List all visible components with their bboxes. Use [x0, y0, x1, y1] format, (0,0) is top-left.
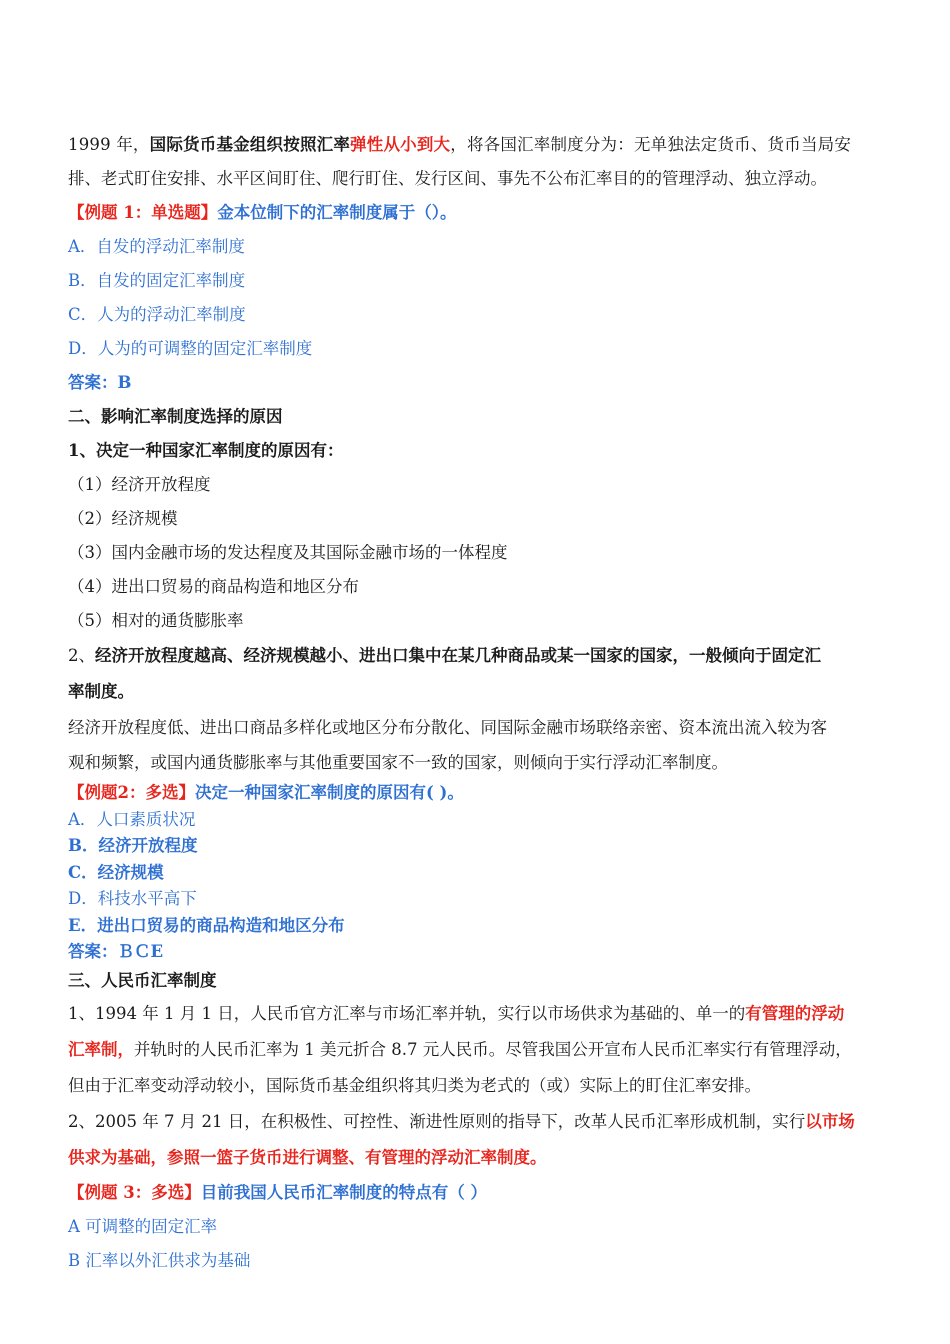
example-2-tag: 【例题2：多选】	[68, 783, 195, 802]
section-2-sub-2-text: 经济开放程度越高、经济规模越小、进出口集中在某几种商品或某一国家的国家，一般倾向于固定汇	[95, 646, 821, 665]
example-1-option-c: C．人为的浮动汇率制度	[68, 305, 246, 324]
example-3-tag: 【例题 3：多选】	[68, 1182, 201, 1202]
section-2-sub-2-line-1	[68, 638, 888, 674]
section-3-p1-text: 1、1994 年 1 月 1 日，人民币官方汇率与市场汇率并轨，实行以市场供求为基础的、单一的	[68, 1003, 746, 1023]
section-3-p1	[68, 996, 888, 1032]
example-2-question	[68, 780, 888, 807]
example-1-option-a: A．自发的浮动汇率制度	[68, 237, 245, 256]
section-3-p2-text: 并轨时的人民币汇率为 1 美元折合 8.7 元人民币。尽管我国公开宣布人民币汇率实行有管理浮动，	[134, 1039, 852, 1059]
section-2-sub-2-num: 2、	[68, 646, 95, 665]
example-1-option-b: B．自发的固定汇率制度	[68, 271, 246, 290]
intro-highlight: 弹性从小到大	[350, 135, 451, 154]
section-3-p2-highlight: 汇率制，	[68, 1039, 134, 1059]
section-2-sub-2-line-2: 率制度。	[68, 682, 134, 701]
example-3-question	[68, 1176, 888, 1210]
example-2-text: 决定一种国家汇率制度的原因有( )。	[194, 783, 464, 802]
intro-rest: ，将各国汇率制度分为：无单独法定货币、货币当局安	[450, 135, 852, 154]
example-1-option-d: D．人为的可调整的固定汇率制度	[68, 339, 313, 358]
example-2-answer: 答案：ＢＣE	[68, 942, 164, 961]
example-2-option-b: B．经济开放程度	[68, 836, 198, 855]
example-2-option-c: C．经济规模	[68, 862, 164, 882]
section-2-sub-1: 1、决定一种国家汇率制度的原因有：	[68, 441, 344, 460]
example-2-option-e: E．进出口贸易的商品构造和地区分布	[68, 915, 345, 935]
section-2-title: 二、影响汇率制度选择的原因	[68, 407, 283, 426]
section-2-para-line-1: 经济开放程度低、进出口商品多样化或地区分布分散化、同国际金融市场联络亲密、资本流出流入较为客	[68, 718, 827, 737]
example-1-answer: 答案：B	[68, 373, 132, 392]
intro-line-1	[68, 128, 888, 162]
section-3-title: 三、人民币汇率制度	[68, 970, 217, 990]
section-3-p4-highlight: 以市场	[805, 1111, 855, 1131]
example-2-option-d: D．科技水平高下	[68, 889, 197, 908]
section-3-p4-text: 2、2005 年 7 月 21 日，在积极性、可控性、渐进性原则的指导下，改革人民币汇率形成机制，实行	[68, 1111, 806, 1131]
intro-line-2: 排、老式盯住安排、水平区间盯住、爬行盯住、发行区间、事先不公布汇率目的的管理浮动、独立浮动。	[68, 169, 827, 188]
example-1-question	[68, 196, 888, 230]
intro-bold: 国际货币基金组织按照汇率	[149, 135, 351, 154]
section-3-p5: 供求为基础，参照一篮子货币进行调整、有管理的浮动汇率制度。	[68, 1147, 547, 1167]
example-1-text: 金本位制下的汇率制度属于（）。	[217, 203, 457, 222]
section-3-p2	[68, 1032, 888, 1068]
factor-5: （5）相对的通货膨胀率	[68, 611, 244, 630]
example-3-option-b: B 汇率以外汇供求为基础	[68, 1250, 251, 1270]
example-3-option-a: A 可调整的固定汇率	[68, 1216, 218, 1236]
document-page	[68, 128, 888, 1278]
example-1-tag: 【例题 1：单选题】	[68, 203, 218, 222]
factor-4: （4）进出口贸易的商品构造和地区分布	[68, 577, 359, 596]
factor-1: （1）经济开放程度	[68, 475, 211, 494]
intro-year: 1999 年，	[68, 135, 150, 154]
factor-2: （2）经济规模	[68, 509, 178, 528]
factor-3: （3）国内金融市场的发达程度及其国际金融市场的一体程度	[68, 543, 508, 562]
section-3-p1-highlight: 有管理的浮动	[745, 1003, 845, 1023]
section-3-p3: 但由于汇率变动浮动较小，国际货币基金组织将其归类为老式的（或）实际上的盯住汇率安排。	[68, 1075, 761, 1095]
example-2-option-a: A．人口素质状况	[68, 809, 196, 829]
section-2-para-line-2: 观和频繁，或国内通货膨胀率与其他重要国家不一致的国家，则倾向于实行浮动汇率制度。	[68, 753, 728, 772]
section-3-p4	[68, 1104, 888, 1140]
example-3-text: 目前我国人民币汇率制度的特点有（ ）	[200, 1182, 487, 1202]
